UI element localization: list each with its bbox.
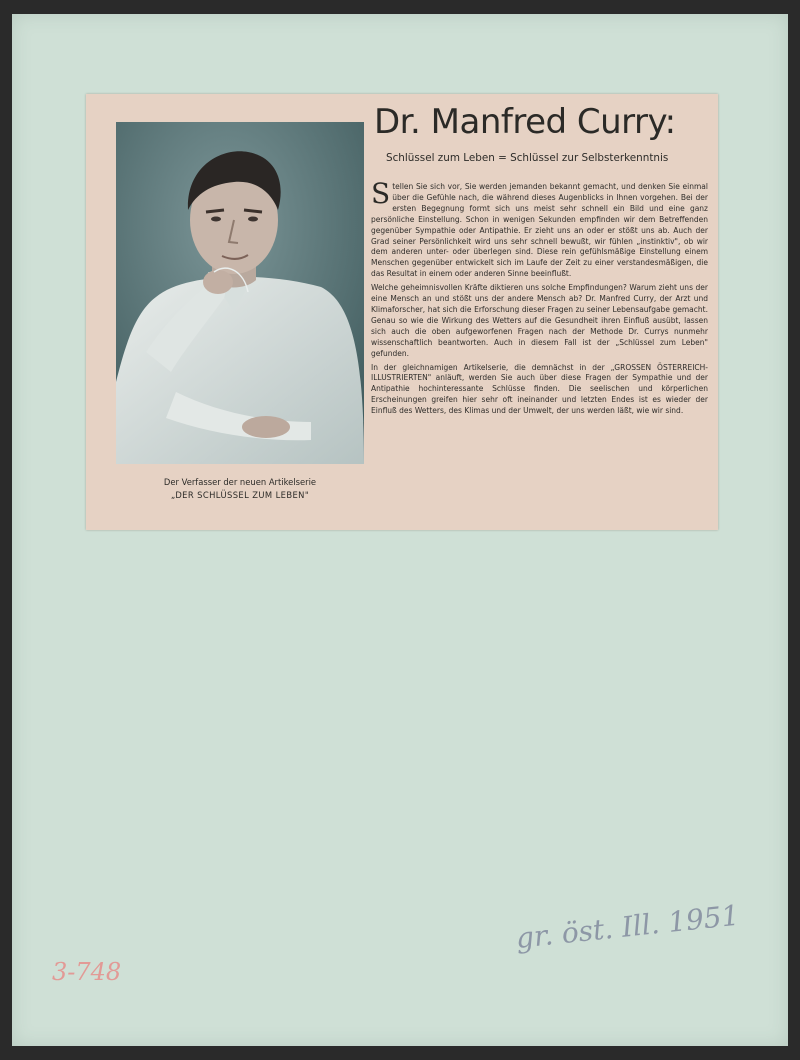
article-subtitle: Schlüssel zum Leben = Schlüssel zur Selbsterkenntnis	[386, 152, 669, 164]
caption-line-2: „DER SCHLÜSSEL ZUM LEBEN"	[170, 490, 310, 500]
article-headline: Dr. Manfred Curry:	[374, 102, 676, 142]
newspaper-clipping	[86, 94, 718, 530]
article-paragraph-3: In der gleichnamigen Artikelserie, die demnächst in der „GROSSEN ÖSTERREICH-ILLUSTRIERTEN" anläuft, werden Sie auch über diese Fragen der Sympathie und der Antipathie hochinteressante Schlüsse finden. Die seelischen und körperlichen Erscheinungen greifen hier sehr oft ineinander und letzten Endes ist es wieder der Einfluß des Wetters, des Klimas und der Umwelt, der uns werden läßt, wie wir sind.	[371, 362, 708, 416]
paragraph-1-text: tellen Sie sich vor, Sie werden jemanden bekannt gemacht, und denken Sie einmal über die Gefühle nach, die während dieses Augenblicks in Ihnen vorgehen. Bei der ersten Begegnung formt sich uns meist sehr schnell ein Bild und eine ganz persönliche Einstellung. Schon in wenigen Sekunden empfinden wir dem Betreffenden gegenüber Sympathie oder Antipathie. Er zieht uns an oder er stößt uns ab. Auch der Grad seiner Persönlichkeit wird uns sehr schnell bewußt, wir fühlen „instinktiv", ob wir dem anderen unter- oder überlegen sind. Diese rein gefühlsmäßige Einstellung einem Menschen gegenüber entwickelt sich im Laufe der Zeit zu einer verstandesmäßigen, die das Resultat in einem oder anderen Sinne beeinflußt.	[371, 182, 708, 279]
article-body	[371, 177, 708, 420]
article-paragraph-2: Welche geheimnisvollen Kräfte diktieren uns solche Empfindungen? Warum zieht uns der eine Mensch an und stößt uns der andere Mensch ab? Dr. Manfred Curry, der Arzt und Klimaforscher, hat sich die Erforschung dieser Fragen zu seiner Lebensaufgabe gemacht. Genau so wie die Wirkung des Wetters auf die Gesundheit ihren Einfluß ausübt, lassen sich auch die oben aufgeworfenen Fragen nach der Methode Dr. Currys nunmehr wissenschaftlich beantworten. Auch in diesem Fall ist der „Schlüssel zum Leben" gefunden.	[371, 283, 708, 358]
portrait-illustration	[116, 122, 364, 464]
caption-line-1: Der Verfasser der neuen Artikelserie	[163, 477, 317, 487]
article-paragraph-1	[371, 177, 708, 280]
handwritten-source-note: gr. öst. Ill. 1951	[514, 898, 741, 955]
drop-cap: S	[371, 177, 391, 210]
handwritten-archive-number: 3-748	[52, 958, 122, 986]
photo-caption	[116, 476, 364, 502]
portrait-photo	[116, 122, 364, 464]
